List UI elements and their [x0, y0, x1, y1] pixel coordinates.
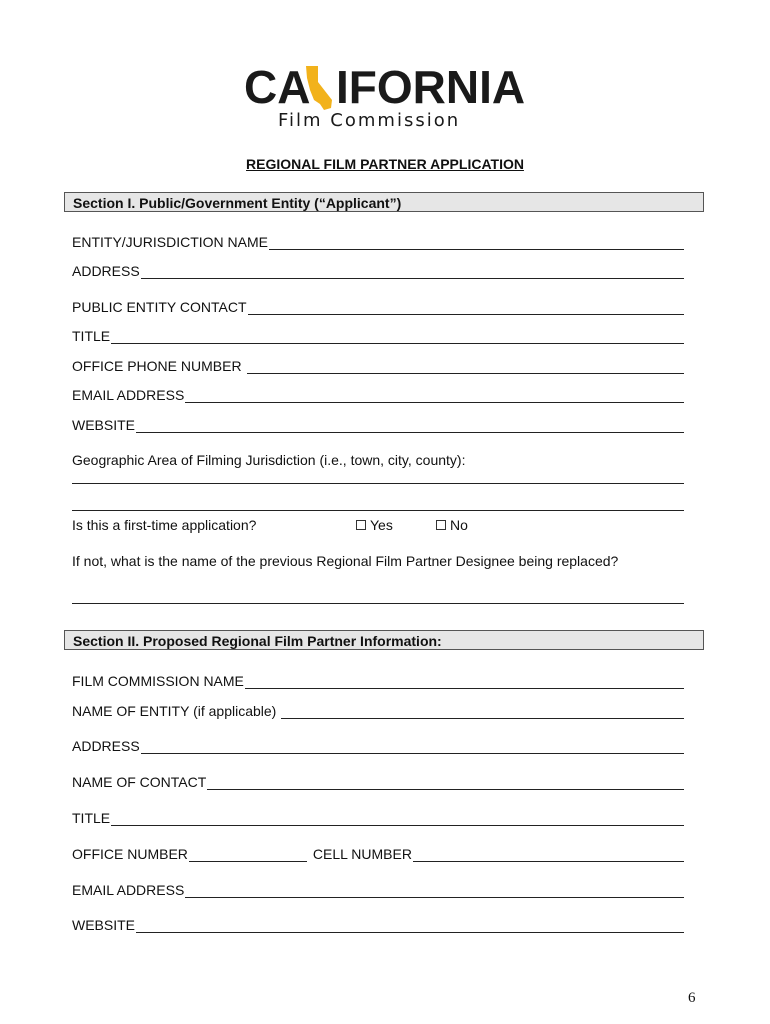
logo-wordmark	[240, 62, 530, 112]
field-label: EMAIL ADDRESS	[72, 387, 185, 403]
address-field-2[interactable]	[72, 734, 684, 754]
field-label: WEBSITE	[72, 917, 136, 933]
yes-option[interactable]	[356, 517, 393, 533]
first-time-question: Is this a first-time application?	[72, 517, 257, 533]
name-of-contact-field[interactable]	[72, 770, 684, 790]
no-checkbox[interactable]	[436, 520, 446, 530]
name-of-entity-field[interactable]	[72, 699, 684, 719]
field-label: NAME OF ENTITY (if applicable)	[72, 703, 277, 719]
title-field[interactable]	[72, 324, 684, 344]
geographic-area-line-2[interactable]	[72, 510, 684, 511]
cell-number-label: CELL NUMBER	[312, 846, 412, 862]
yes-checkbox[interactable]	[356, 520, 366, 530]
previous-designee-question: If not, what is the name of the previous Regional Film Partner Designee being replaced?	[72, 553, 619, 569]
field-label: TITLE	[72, 328, 111, 344]
field-label: ENTITY/JURISDICTION NAME	[72, 234, 269, 250]
phone-numbers-row	[72, 842, 684, 862]
entity-jurisdiction-name-field[interactable]	[72, 230, 684, 250]
logo-subtitle: Film Commission	[278, 110, 461, 131]
california-film-commission-logo	[240, 62, 530, 134]
website-field-2[interactable]	[72, 913, 684, 933]
film-commission-name-field[interactable]	[72, 669, 684, 689]
office-number-line[interactable]	[189, 847, 307, 862]
field-label: FILM COMMISSION NAME	[72, 673, 244, 689]
california-state-icon	[302, 64, 336, 112]
yes-label: Yes	[370, 517, 393, 533]
previous-designee-line[interactable]	[72, 603, 684, 604]
field-label: TITLE	[72, 810, 111, 826]
logo-letters-left: CA	[244, 61, 311, 113]
public-entity-contact-field[interactable]	[72, 295, 684, 315]
field-label: ADDRESS	[72, 263, 140, 279]
cell-number-line[interactable]	[413, 847, 684, 862]
field-label: OFFICE PHONE NUMBER	[72, 358, 242, 374]
office-number-label: OFFICE NUMBER	[72, 846, 188, 862]
page-number: 6	[688, 990, 696, 1006]
field-label: WEBSITE	[72, 417, 136, 433]
title-field-2[interactable]	[72, 806, 684, 826]
no-option[interactable]	[436, 517, 468, 533]
field-label: EMAIL ADDRESS	[72, 882, 185, 898]
website-field[interactable]	[72, 413, 684, 433]
field-label: PUBLIC ENTITY CONTACT	[72, 299, 247, 315]
section-2-heading: Section II. Proposed Regional Film Partner Information:	[64, 630, 704, 650]
section-1-heading: Section I. Public/Government Entity (“Applicant”)	[64, 192, 704, 212]
email-address-field[interactable]	[72, 383, 684, 403]
no-label: No	[450, 517, 468, 533]
office-phone-number-field[interactable]	[72, 354, 684, 374]
field-label: NAME OF CONTACT	[72, 774, 207, 790]
email-address-field-2[interactable]	[72, 878, 684, 898]
geographic-area-line-1[interactable]	[72, 483, 684, 484]
geographic-area-label: Geographic Area of Filming Jurisdiction (i.e., town, city, county):	[72, 452, 466, 468]
address-field[interactable]	[72, 259, 684, 279]
field-label: ADDRESS	[72, 738, 140, 754]
document-title: REGIONAL FILM PARTNER APPLICATION	[246, 156, 524, 172]
logo-letters-right: IFORNIA	[336, 61, 526, 113]
